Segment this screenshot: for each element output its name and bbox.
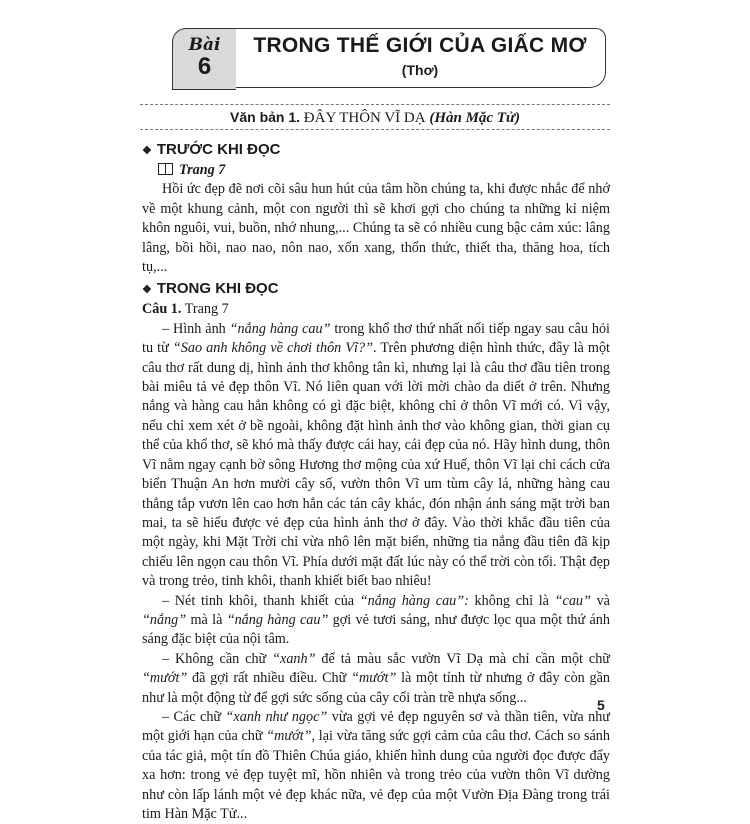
paragraph-text: , lại vừa tăng sức gợi cảm của câu thơ. Cách so sánh của tác giả, một tín đồ Thiên Chúa giáo, khiến hình dung của người đọc được đẩy xa hơn: trong vẻ đẹp tuyệt mĩ, hồn nhiên và trong trẻo của vườn thôn Vĩ dường như còn lấp lánh một vẻ đẹp khác nữa, vẻ đẹp của một Vườn Địa Đàng trong trái tim Hàn Mặc Tử...: [142, 728, 610, 822]
question-label: Câu 1.: [142, 301, 182, 318]
paragraph-text: là một tính từ nhưng ở đây còn gần như là một động từ để gợi sức sống của cây cối tràn trề nhựa sống...: [142, 670, 610, 706]
question-ref: Trang 7: [184, 301, 229, 318]
lesson-word: Bài: [188, 35, 221, 55]
quoted-text: “nắng hàng cau”: [226, 611, 329, 628]
diamond-bullet-icon: ❖: [142, 284, 152, 297]
quoted-text: “xanh”: [272, 650, 316, 667]
quoted-text: “cau”: [554, 592, 591, 609]
paragraph-text: Hồi ức đẹp đẽ nơi cõi sâu hun hút của tâm hồn chúng ta, khi được nhắc để nhớ về một khung cảnh, một con người thì sẽ khơi gợi cho chúng ta những kỉ niệm khôn nguôi, vui, buồn, nhớ nhung,... Chúng ta sẽ có nhiều cung bậc cảm xúc: lâng lâng, bồi hồi, nao nao, nôn nao, xốn xang, thổn thức, thiết tha, thăng hoa, tích tụ,...: [142, 181, 610, 276]
quoted-text: “nắng”: [142, 611, 187, 628]
content: [142, 140, 610, 824]
page-number: 5: [597, 697, 605, 713]
lesson-tab: [172, 28, 236, 90]
lesson-title: TRONG THẾ GIỚI CỦA GIẤC MƠ: [253, 34, 587, 57]
divider: [140, 104, 610, 105]
paragraph-text: không chỉ là: [468, 592, 555, 609]
paragraph-text: đã gợi rất nhiều điều. Chữ: [187, 670, 352, 687]
page-reference: [158, 161, 610, 180]
paragraph: [142, 650, 610, 708]
section-heading: [142, 279, 610, 300]
section-heading: [142, 140, 610, 161]
diamond-bullet-icon: ❖: [142, 145, 152, 157]
paragraph-text: – Không cần chữ: [162, 650, 273, 667]
paragraph: [142, 180, 610, 277]
section-heading-text: TRONG KHI ĐỌC: [156, 280, 279, 298]
paragraph-text: và: [590, 592, 610, 609]
lesson-number: 6: [197, 53, 212, 80]
quoted-text: “nắng hàng cau”: [229, 320, 331, 337]
paragraph-text: . Trên phương diện hình thức, đây là một câu thơ rất dung dị, hình ảnh thơ không tân kì, nhưng lại là câu thơ đầu tiên trong bài miêu tả vẻ đẹp thôn Vĩ. Nó liên quan với lời mời chào da diết ở trên. Nhưng nắng và hàng cau hẳn không có gì đặc biệt, không chỉ ở thôn Vĩ mới có. Vì vậy, nếu chỉ xem xét ở bề ngoài, không đặt hình ảnh thơ vào không gian, thời gian cụ thể của khổ thơ, sẽ khó mà thấy được cái hay, cái đẹp của nó. Hãy hình dung, thôn Vĩ nằm ngay cạnh bờ sông Hương thơ mộng của xứ Huế, thôn Vĩ lại chỉ cách cửa biển Thuận An hơn mười cây số, vườn thôn Vĩ um tùm cây lá, những hàng cau thẳng tắp vươn lên cao hơn hẳn các tán cây khác, đón nhận ánh sáng mặt trời ban mai, ta sẽ hiểu được vẻ đẹp của hình ảnh thơ ở đây. Vào thời khắc đầu tiên của một ngày, khi Mặt Trời chỉ vừa nhô lên mặt biển, những tia nắng đầu tiên đã kịp chiếu lên ngọn cau thôn Vĩ. Phía dưới mặt đất lúc này có thể trời còn tối. Thật đẹp và trong trẻo, tinh khôi, thanh khiết biết bao nhiêu!: [142, 340, 610, 590]
paragraph: [142, 708, 610, 824]
paragraph-text: mà là: [186, 611, 227, 628]
paragraph: [142, 592, 610, 650]
quoted-text: “nắng hàng cau”:: [359, 592, 469, 609]
paragraph-text: vừa gợi vẻ đẹp nguyên sơ và thần tiên, vừa như một giới hạn của chữ: [142, 708, 610, 745]
paragraph-text: – Các chữ: [162, 708, 226, 725]
quoted-text: “mướt”: [142, 670, 188, 687]
text-author: (Hàn Mặc Tử): [429, 110, 520, 126]
section-heading-text: TRƯỚC KHI ĐỌC: [156, 141, 281, 158]
page-ref-text: Trang 7: [179, 162, 226, 178]
question-heading: [142, 300, 610, 319]
book-icon: [158, 163, 173, 175]
paragraph-text: trong khổ thơ thứ nhất nối tiếp ngay sau câu hỏi tu từ: [142, 320, 610, 357]
divider: [140, 129, 610, 130]
paragraph: [142, 320, 610, 592]
text-title: ĐÂY THÔN VĨ DẠ: [303, 110, 426, 126]
quoted-text: “mướt”: [266, 728, 312, 745]
paragraph-text: – Nét tinh khôi, thanh khiết của: [162, 592, 360, 609]
paragraph-text: gợi vẻ tươi sáng, như được lọc qua một thứ ánh sáng đặc biệt của nội tâm.: [142, 611, 610, 648]
quoted-text: “mướt”: [351, 670, 397, 687]
quoted-text: “Sao anh không về chơi thôn Vĩ?”: [172, 340, 373, 357]
paragraph-text: – Hình ảnh: [162, 320, 230, 337]
paragraph-text: để tả màu sắc vườn Vĩ Dạ mà chỉ cần một chữ: [315, 650, 610, 667]
lesson-genre: (Thơ): [401, 62, 439, 78]
text-heading: [140, 109, 610, 127]
quoted-text: “xanh như ngọc”: [225, 708, 328, 725]
text-label: Văn bản 1.: [230, 109, 301, 125]
